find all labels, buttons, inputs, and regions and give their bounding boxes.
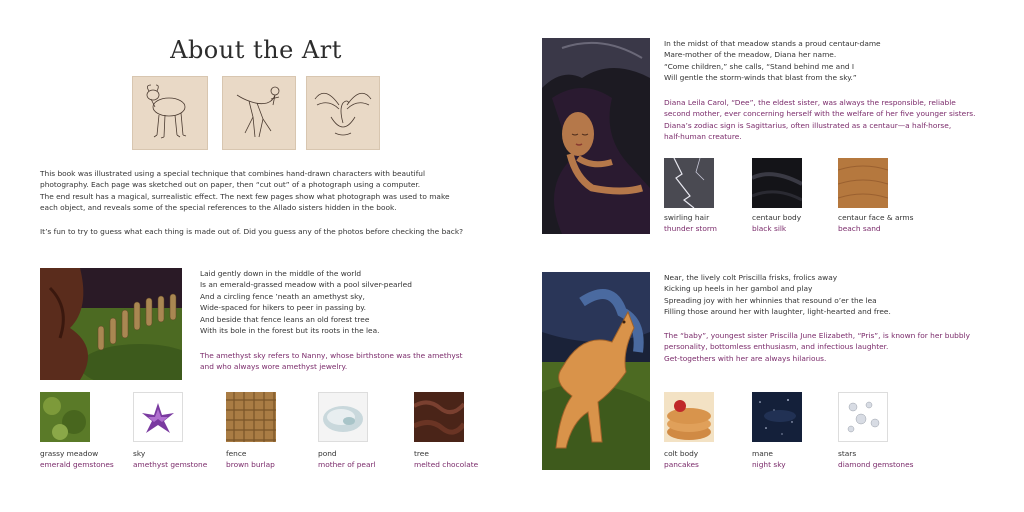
caption-material: brown burlap	[226, 460, 275, 469]
pancakes-photo	[664, 392, 714, 442]
question-text: It’s fun to try to guess what each thing is made out of. Did you guess any of the photos before checking the back?	[40, 227, 464, 236]
note-line: Diana Leila Carol, “Dee”, the eldest sister, was always the responsible, reliable	[664, 98, 956, 107]
caption-material: mother of pearl	[318, 460, 376, 469]
caption-material: night sky	[752, 460, 786, 469]
caption-material: melted chocolate	[414, 460, 479, 469]
intro-line: each object, and reveals some of the special references to the Allado sisters hidden in the book.	[40, 203, 397, 213]
caption-swirling-hair	[664, 212, 717, 234]
poem-line: And beside that fence leans an old forest tree	[200, 314, 370, 324]
caption-sky	[133, 448, 207, 470]
amethyst-photo	[133, 392, 183, 442]
caption-material: black silk	[752, 224, 787, 233]
beach-sand-photo	[838, 158, 888, 208]
note-line: The amethyst sky refers to Nanny, whose birthstone was the amethyst	[200, 351, 463, 360]
caption-name: centaur face & arms	[838, 213, 914, 222]
note-line: half-human creature.	[664, 132, 742, 142]
poem-line: Wide-spaced for hikers to peer in passing by.	[200, 303, 366, 313]
amethyst-note	[200, 350, 463, 373]
diamonds-photo	[838, 392, 888, 442]
caption-name: grassy meadow	[40, 449, 99, 458]
poem-line: Filling those around her with laughter, light-hearted and free.	[664, 307, 891, 317]
caption-centaur-face	[838, 212, 913, 234]
caption-material: thunder storm	[664, 224, 717, 233]
colt-image	[542, 272, 650, 470]
caption-name: swirling hair	[664, 213, 710, 222]
intro-line: This book was illustrated using a special technique that combines hand-drawn characters with beautiful	[40, 169, 426, 178]
note-line: personality, bottomless enthusiasm, and infectious laughter.	[664, 342, 889, 352]
caption-grassy-meadow	[40, 448, 114, 470]
poem-line: Near, the lively colt Priscilla frisks, frolics away	[664, 273, 838, 282]
caption-name: pond	[318, 449, 337, 458]
caption-fence	[226, 448, 275, 470]
caption-material: pancakes	[664, 460, 699, 469]
caption-mane	[752, 448, 786, 470]
caption-pond	[318, 448, 376, 470]
poem-line: Will gentle the storm-winds that blast from the sky.”	[664, 73, 857, 83]
caption-tree	[414, 448, 478, 470]
intro-line: The end result has a magical, surrealistic effect. The next few pages show what photograph was used to make	[40, 191, 450, 201]
sketch-centaur-image	[222, 76, 296, 150]
emerald-photo	[40, 392, 90, 442]
meadow-poem	[200, 268, 412, 336]
chocolate-photo	[414, 392, 464, 442]
caption-centaur-body	[752, 212, 801, 234]
caption-name: colt body	[664, 449, 699, 458]
caption-name: sky	[133, 449, 146, 458]
sketch-lamb-image	[132, 76, 208, 150]
poem-line: Laid gently down in the middle of the world	[200, 269, 362, 278]
poem-line: Kicking up heels in her gambol and play	[664, 284, 813, 294]
caption-name: centaur body	[752, 213, 802, 222]
night-sky-photo	[752, 392, 802, 442]
poem-line: Is an emerald-grassed meadow with a pool silver-pearled	[200, 280, 412, 290]
poem-line: “Come children,” she calls, “Stand behind me and I	[664, 61, 855, 71]
intro-paragraph	[40, 168, 450, 214]
thunderstorm-photo	[664, 158, 714, 208]
caption-material: amethyst gemstone	[133, 460, 208, 469]
caption-material: diamond gemstones	[838, 460, 914, 469]
burlap-photo	[226, 392, 276, 442]
caption-name: tree	[414, 449, 429, 458]
poem-line: Mare-mother of the meadow, Diana her name.	[664, 50, 837, 60]
caption-colt-body	[664, 448, 699, 470]
caption-stars	[838, 448, 914, 470]
sketch-swan-image	[306, 76, 380, 150]
caption-name: mane	[752, 449, 773, 458]
note-line: second mother, ever concerning herself with the welfare of her five younger sisters.	[664, 109, 976, 119]
note-line: and who always wore amethyst jewelry.	[200, 362, 348, 372]
poem-line: In the midst of that meadow stands a proud centaur-dame	[664, 39, 881, 48]
meadow-scene-image	[40, 268, 182, 380]
page-title: About the Art	[170, 36, 342, 64]
poem-line: Spreading joy with her whinnies that resound o’er the lea	[664, 295, 877, 305]
intro-line: photography. Each page was sketched out on paper, then “cut out” of a photograph using a computer.	[40, 180, 421, 190]
pearl-photo	[318, 392, 368, 442]
poem-line: With its bole in the forest but its roots in the lea.	[200, 326, 380, 336]
note-line: Get-togethers with her are always hilarious.	[664, 353, 827, 363]
diana-note	[664, 97, 975, 143]
centaur-poem	[664, 38, 881, 84]
black-silk-photo	[752, 158, 802, 208]
note-line: Diana’s zodiac sign is Sagittarius, often illustrated as a centaur—a half-horse,	[664, 120, 952, 130]
caption-material: emerald gemstones	[40, 460, 114, 469]
priscilla-note	[664, 330, 970, 364]
caption-material: beach sand	[838, 224, 881, 233]
note-line: The “baby”, youngest sister Priscilla June Elizabeth, “Pris”, is known for her bubbly	[664, 331, 970, 340]
colt-poem	[664, 272, 891, 318]
caption-name: fence	[226, 449, 247, 458]
poem-line: And a circling fence ’neath an amethyst sky,	[200, 291, 365, 301]
centaur-dame-image	[542, 38, 650, 234]
caption-name: stars	[838, 449, 857, 458]
